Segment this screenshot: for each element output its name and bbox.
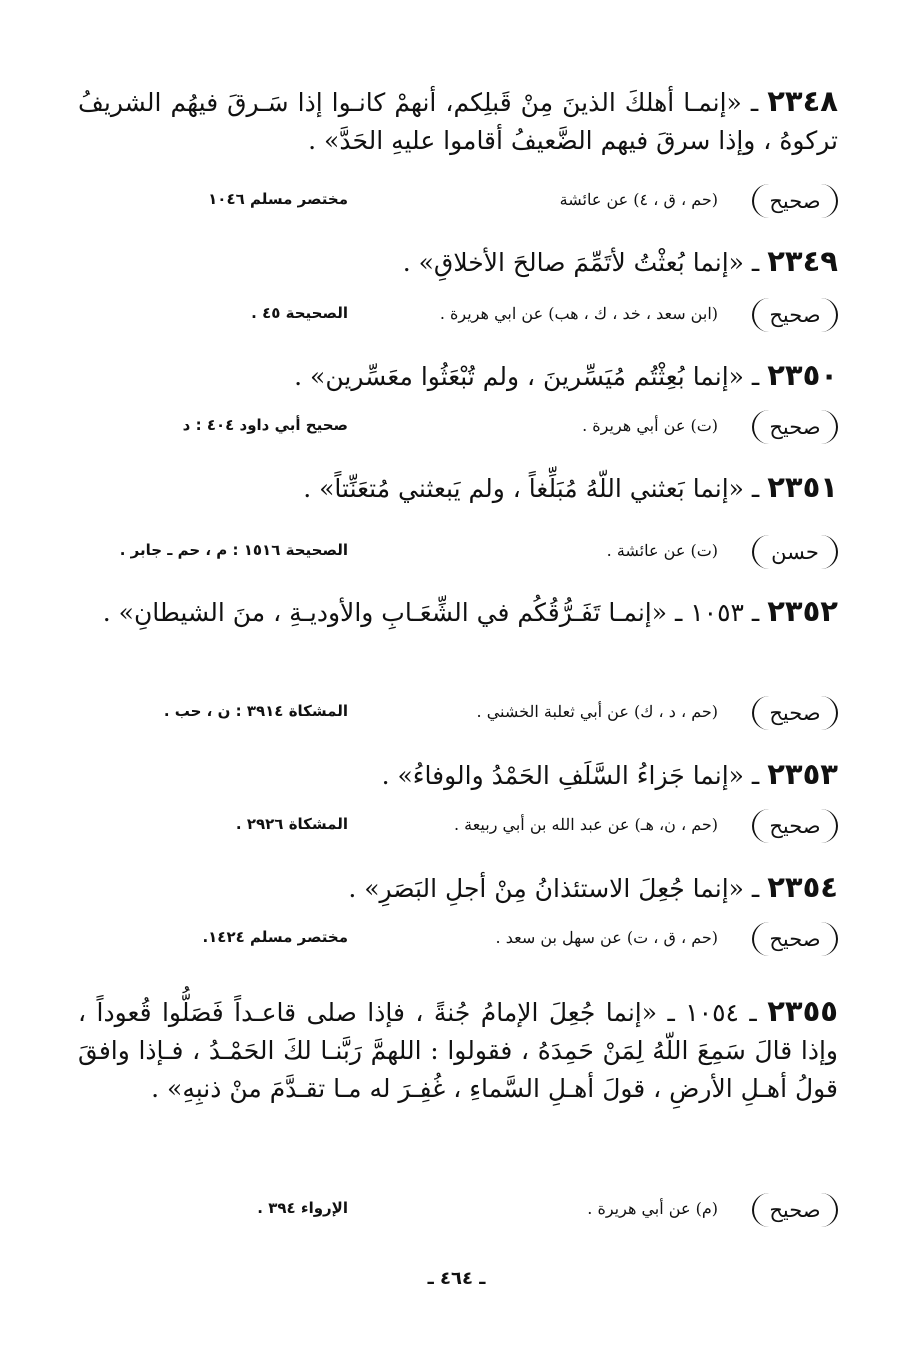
grade-badge: صحيح xyxy=(752,298,838,332)
reference-citation: الصحيحة ٤٥ . xyxy=(251,304,348,322)
source-citation: (حم ، ق ، ٤) عن عائشة xyxy=(559,190,718,209)
grade-badge: صحيح xyxy=(752,410,838,444)
grading-row xyxy=(68,1193,838,1233)
reference-citation: المشكاة ٣٩١٤ : ن ، حب . xyxy=(163,702,348,720)
hadith-2349 xyxy=(78,242,838,282)
hadith-number: ٢٣٤٨ xyxy=(767,84,838,118)
hadith-text: ـ «إنما جُعِلَ الاستئذانُ مِنْ أجلِ البَصَرِ» . xyxy=(348,874,768,903)
grade-badge: صحيح xyxy=(752,184,838,218)
grading-row xyxy=(68,535,838,575)
page-number: ـ ٤٦٤ ـ xyxy=(427,1268,486,1289)
grading-row xyxy=(68,696,838,736)
reference-citation: صحيح أبي داود ٤٠٤ : د xyxy=(182,416,348,434)
hadith-2353 xyxy=(78,755,838,795)
hadith-text: ـ «إنما بَعثني اللّهُ مُبَلِّغاً ، ولم يَبعثني مُتعَنِّتاً» . xyxy=(303,474,768,503)
hadith-number: ٢٣٥١ xyxy=(767,470,838,504)
grade-badge: حسن xyxy=(752,535,838,569)
hadith-2355 xyxy=(78,992,838,1108)
grade-badge: صحيح xyxy=(752,696,838,730)
grading-row xyxy=(68,410,838,450)
hadith-2352 xyxy=(78,592,838,632)
hadith-2354 xyxy=(78,868,838,908)
hadith-2350 xyxy=(78,356,838,396)
reference-citation: الإرواء ٣٩٤ . xyxy=(257,1199,348,1217)
grading-row xyxy=(68,298,838,338)
source-citation: (ت) عن عائشة . xyxy=(606,541,718,560)
source-citation: (حم ، ن، هـ) عن عبد الله بن أبي ربيعة . xyxy=(453,815,718,834)
hadith-text: ـ «إنما جَزاءُ السَّلَفِ الحَمْدُ والوفاءُ» . xyxy=(381,761,768,790)
source-citation: (ت) عن أبي هريرة . xyxy=(582,416,718,435)
reference-citation: مختصر مسلم ١٠٤٦ xyxy=(208,190,348,208)
hadith-text: ـ ١٠٥٤ ـ «إنما جُعِلَ الإمامُ جُنةً ، فإذا صلى قاعـداً فَصَلُّوا قُعوداً ، وإذا قالَ سَمِعَ اللّهُ لِمَنْ حَمِدَهُ ، فقولوا : اللهمَّ رَبَّنـا لكَ الحَمْـدُ ، فـإذا وافقَ قولُ أهـلِ الأرضِ ، قولَ أهـلِ السَّماءِ ، غُفِـرَ له مـا تقـدَّمَ منْ ذنبِهِ» . xyxy=(78,998,838,1103)
reference-citation: مختصر مسلم ١٤٢٤. xyxy=(202,928,348,946)
grading-row xyxy=(68,809,838,849)
hadith-number: ٢٣٥٢ xyxy=(767,594,838,628)
reference-citation: المشكاة ٢٩٢٦ . xyxy=(235,815,348,833)
source-citation: (ابن سعد ، خد ، ك ، هب) عن ابي هريرة . xyxy=(439,304,718,323)
source-citation: (م) عن أبي هريرة . xyxy=(587,1199,718,1218)
hadith-text: ـ «إنما بُعِثْتُم مُيَسِّرينَ ، ولم تُبْعَثُوا معَسِّرين» . xyxy=(294,362,768,391)
hadith-text: ـ «إنمـا أهلكَ الذينَ مِنْ قَبلِكم، أنهمْ كانـوا إذا سَـرقَ فيهُم الشريفُ تركوهُ ، وإذا سرقَ فيهم الضَّعيفُ أقاموا عليهِ الحَدَّ» . xyxy=(78,88,838,155)
grading-row xyxy=(68,184,838,224)
reference-citation: الصحيحة ١٥١٦ : م ، حم ـ جابر . xyxy=(119,541,348,559)
hadith-text: ـ ١٠٥٣ ـ «إنمـا تَفَـرُّقُكُم في الشِّعَـابِ والأوديـةِ ، منَ الشيطانِ» . xyxy=(102,598,768,627)
grade-badge: صحيح xyxy=(752,1193,838,1227)
hadith-number: ٢٣٥٤ xyxy=(767,870,838,904)
grade-badge: صحيح xyxy=(752,809,838,843)
source-citation: (حم ، ق ، ت) عن سهل بن سعد . xyxy=(495,928,718,947)
source-citation: (حم ، د ، ك) عن أبي ثعلبة الخشني . xyxy=(476,702,718,721)
hadith-number: ٢٣٥٣ xyxy=(767,757,838,791)
hadith-text: ـ «إنما بُعثْتُ لأتَمِّمَ صالحَ الأخلاقِ» . xyxy=(402,248,768,277)
grade-badge: صحيح xyxy=(752,922,838,956)
hadith-number: ٢٣٥٥ xyxy=(767,994,838,1028)
grading-row xyxy=(68,922,838,962)
hadith-2351 xyxy=(78,468,838,508)
hadith-number: ٢٣٥٠ xyxy=(767,358,838,392)
hadith-number: ٢٣٤٩ xyxy=(767,244,838,278)
hadith-2348 xyxy=(78,82,838,160)
